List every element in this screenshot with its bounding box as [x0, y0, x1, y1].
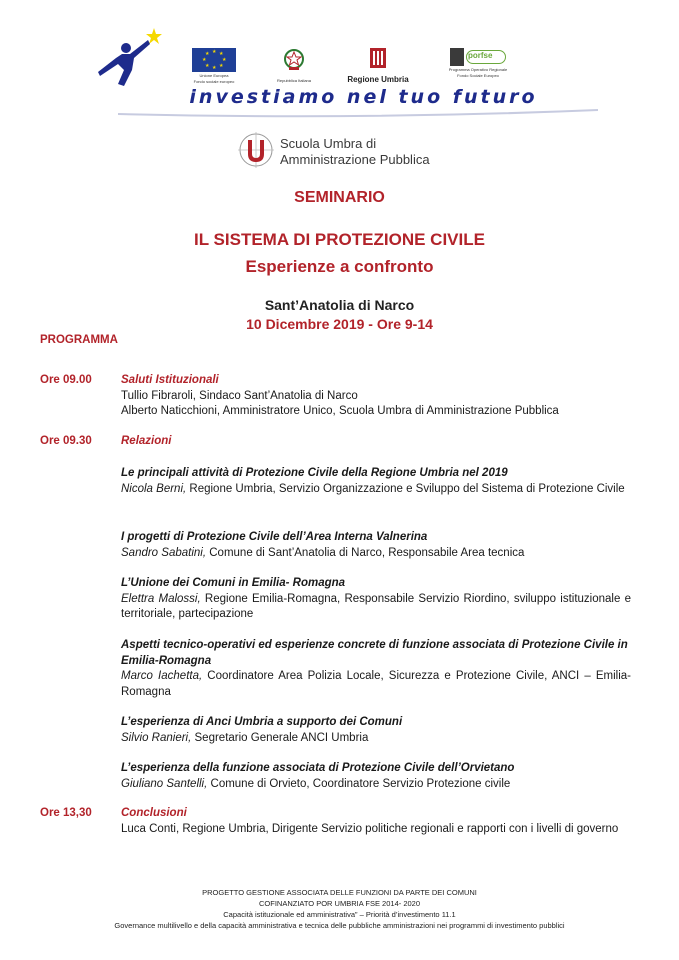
talk-speaker-line [121, 592, 631, 623]
star-figure-icon [96, 26, 168, 90]
school-u-emblem-icon [238, 132, 274, 168]
institution-logos [190, 46, 510, 86]
talk-affiliation: Coordinatore Area Polizia Locale, Sicurezza e Protezione Civile, ANCI – Emilia-Romagna [121, 670, 631, 698]
por-caption-fund: Fondo Sociale Europeo [457, 73, 499, 78]
talk-speaker: Silvio Ranieri, [121, 731, 192, 744]
slogan [136, 86, 591, 108]
por-fse-logo [446, 48, 510, 78]
footer-line: Capacità istituzionale ed amministrativa” – Priorità d’investimento 11.1 [223, 910, 456, 919]
talk-affiliation: Comune di Orvieto, Coordinatore Servizio Protezione civile [207, 777, 511, 790]
talk-speaker: Sandro Sabatini, [121, 546, 207, 559]
eu-caption-fund: Fondo sociale europeo [193, 79, 235, 84]
talk-affiliation: Segretario Generale ANCI Umbria [191, 731, 369, 744]
talk-title: Le principali attività di Protezione Civile della Regione Umbria nel 2019 [121, 467, 508, 479]
talk-affiliation: Comune di Sant’Anatolia di Narco, Responsabile Area tecnica [206, 546, 525, 559]
talk-title: Aspetti tecnico-operativi ed esperienze concrete di funzione associata di Protezione Civile in Emilia-Romagna [121, 639, 628, 667]
slot-time: Ore 13,30 [40, 807, 92, 819]
event-place: Sant’Anatolia di Narco [264, 297, 415, 313]
footer-line: PROGETTO GESTIONE ASSOCIATA DELLE FUNZIONI DA PARTE DEI COMUNI [202, 888, 477, 897]
talk-item [121, 466, 631, 497]
republic-caption: Repubblica Italiana [276, 78, 312, 83]
region-caption: Regione Umbria [347, 75, 409, 84]
talk-title: L’Unione dei Comuni in Emilia- Romagna [121, 577, 346, 589]
talk-affiliation: Regione Umbria, Servizio Organizzazione e Sviluppo del Sistema di Protezione Civile [186, 482, 625, 495]
region-umbria-icon [370, 48, 386, 68]
talk-speaker-line [121, 482, 631, 498]
eu-caption: Unione Europea [199, 73, 229, 78]
event-kind: SEMINARIO [294, 189, 385, 206]
talk-item [121, 761, 631, 792]
slot-section: Conclusioni [121, 807, 187, 819]
footer-line: Governance multilivello e della capacità amministrativa e tecnica delle pubbliche amministrazioni nei programmi di investimento pubblici [114, 921, 565, 930]
slot-time: Ore 09.00 [40, 374, 92, 386]
talk-speaker-line [121, 731, 631, 747]
talk-item [121, 530, 631, 561]
school-name-line1: Scuola Umbra di [280, 136, 377, 151]
por-fse-mark [448, 48, 508, 66]
region-logo [338, 48, 418, 84]
talk-item [121, 576, 631, 623]
talk-speaker: Nicola Berni, [121, 482, 187, 495]
school-logo [238, 132, 438, 172]
talk-affiliation: Regione Emilia-Romagna, Responsabile Servizio Riordino, sviluppo istituzionale e territoriale, partecipazione [121, 592, 632, 620]
talk-item [121, 638, 631, 700]
event-subtitle: Esperienze a confronto [245, 257, 434, 276]
eu-logo [190, 48, 238, 84]
talk-speaker-line [121, 777, 631, 793]
por-square-icon [450, 48, 464, 66]
talk-speaker-line [121, 669, 631, 700]
program-heading: PROGRAMMA [40, 334, 118, 346]
event-title: IL SISTEMA DI PROTEZIONE CIVILE [194, 230, 485, 249]
talk-speaker: Marco Iachetta, [121, 670, 203, 682]
slot-section: Saluti Istituzionali [121, 374, 219, 386]
talk-speaker: Elettra Malossi, [121, 592, 201, 605]
talk-speaker-line [121, 546, 631, 562]
por-label: porfse [468, 51, 493, 60]
talk-title: L’esperienza di Anci Umbria a supporto dei Comuni [121, 716, 403, 728]
slot-section: Relazioni [121, 435, 172, 447]
talk-title: I progetti di Protezione Civile dell’Area Interna Valnerina [121, 531, 428, 543]
eu-flag-icon: ★ ★ ★ ★ ★ ★ ★ ★ [192, 48, 236, 72]
talk-item [121, 715, 631, 746]
slot-line: Luca Conti, Regione Umbria, Dirigente Servizio politiche regionali e rapporti con i livelli di governo [121, 823, 619, 835]
school-name-line2: Amministrazione Pubblica [280, 152, 430, 167]
header-band [0, 0, 679, 125]
slot-line: Alberto Naticchioni, Amministratore Unico, Scuola Umbra di Amministrazione Pubblica [121, 405, 559, 417]
footer-line: COFINANZIATO POR UMBRIA FSE 2014- 2020 [258, 899, 421, 908]
talk-title: L’esperienza della funzione associata di Protezione Civile dell’Orvietano [121, 762, 515, 774]
talk-speaker: Giuliano Santelli, [121, 777, 208, 790]
event-date: 10 Dicembre 2019 - Ore 9-14 [246, 316, 433, 332]
slot-time: Ore 09.30 [40, 435, 92, 447]
republic-emblem-icon [283, 48, 305, 72]
swoosh-decoration-icon [118, 106, 598, 120]
slot-line: Tullio Fibraroli, Sindaco Sant’Anatolia di Narco [121, 390, 358, 402]
republic-logo [272, 48, 316, 83]
por-caption: Programma Operativo Regionale [448, 67, 508, 72]
slogan-text: investiamo nel tuo futuro [189, 86, 538, 108]
